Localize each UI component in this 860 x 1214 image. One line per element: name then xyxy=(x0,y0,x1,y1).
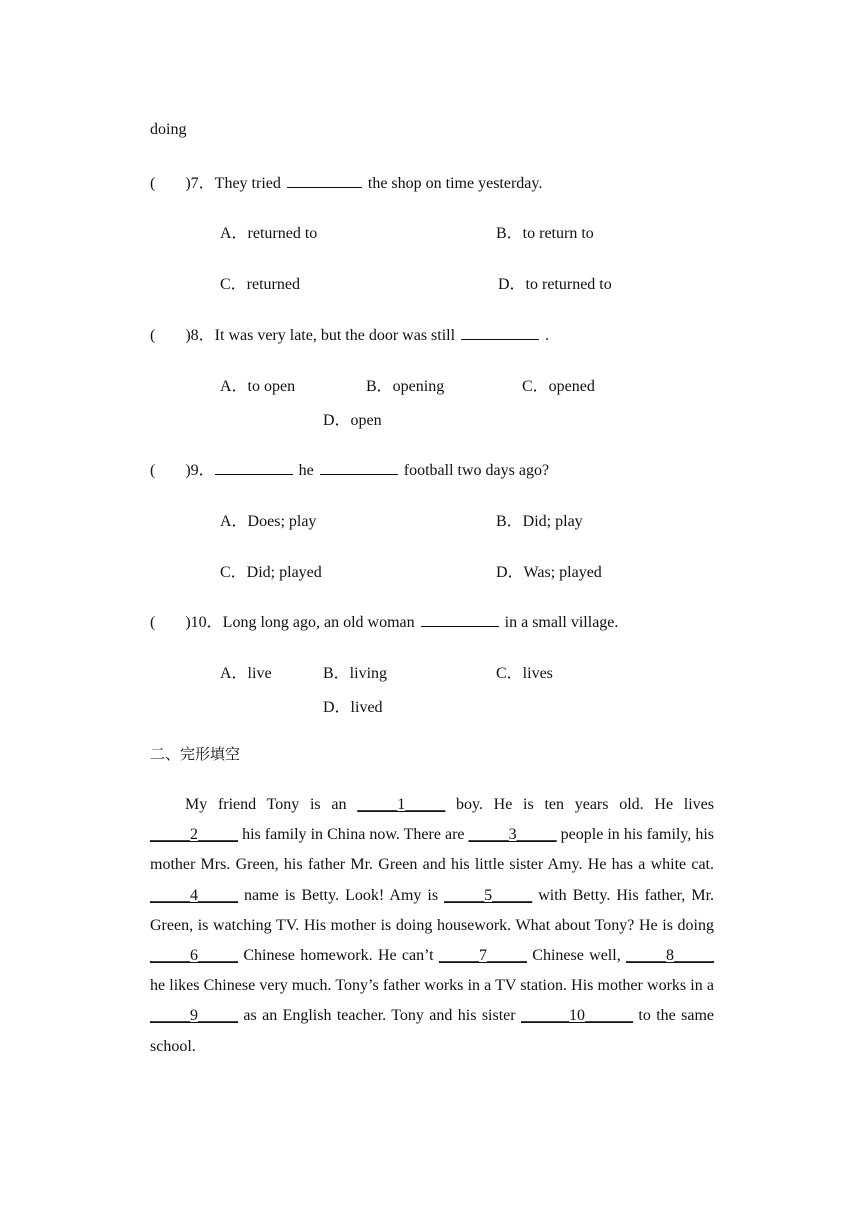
section-title: 二、完形填空 xyxy=(150,745,241,763)
question-stem: Long long ago, an old woman xyxy=(222,614,415,631)
cloze-blank-2[interactable]: _____2_____ xyxy=(150,826,238,844)
cloze-blank-7[interactable]: _____7_____ xyxy=(438,947,527,965)
question-stem-end: . xyxy=(545,327,550,344)
fill-blank xyxy=(215,460,293,475)
option-b[interactable]: B．Did; play xyxy=(496,513,583,530)
cloze-blank-6[interactable]: _____6_____ xyxy=(150,947,238,965)
option-c[interactable]: C．returned xyxy=(220,276,300,293)
option-d[interactable]: D．to returned to xyxy=(498,276,612,293)
option-a[interactable]: A．live xyxy=(220,665,272,682)
question-10: ( )10．Long long ago, an old woman in a small village. xyxy=(150,614,619,631)
question-stem: They tried xyxy=(214,175,281,192)
option-c[interactable]: C．opened xyxy=(522,378,595,395)
option-b[interactable]: B．opening xyxy=(366,378,445,395)
fill-blank xyxy=(461,325,539,340)
option-b[interactable]: B．to return to xyxy=(496,225,594,242)
top-fragment: doing xyxy=(150,121,187,138)
answer-paren-open: ( xyxy=(150,175,156,192)
answer-paren-open: ( xyxy=(150,462,156,479)
question-stem: It was very late, but the door was still xyxy=(214,327,456,344)
option-d[interactable]: D．open xyxy=(323,412,382,429)
question-stem: he xyxy=(298,462,314,479)
cloze-blank-1[interactable]: _____1_____ xyxy=(357,796,446,813)
cloze-passage: My friend Tony is an _____1_____ boy. He is ten years old. He lives _____2_____ his family in China now. There are _____3_____ people in his family, his mother Mrs. Green, his father Mr. Green and his little sister Amy. He has a white cat. _____4_____ name is Betty. Look! Amy is _____5_____ with Betty. His father, Mr. Green, is watching TV. His mother is doing housework. What about Tony? He is doing _____6_____ Chinese homework. He can’t _____7_____ Chinese well, _____8_____ he likes Chinese very much. Tony’s father works in a TV station. His mother works in a _____9_____ as an English teacher. Tony and his sister ______10______ to the same school. xyxy=(150,796,715,1055)
cloze-blank-5[interactable]: _____5_____ xyxy=(444,886,533,904)
question-number: 9． xyxy=(190,462,215,479)
fill-blank xyxy=(320,460,398,475)
question-number: 7． xyxy=(190,175,215,192)
fill-blank xyxy=(421,612,499,627)
option-d[interactable]: D．Was; played xyxy=(496,564,602,581)
cloze-blank-3[interactable]: _____3_____ xyxy=(468,826,557,844)
question-9: ( )9． he football two days ago? xyxy=(150,462,550,479)
option-b[interactable]: B．living xyxy=(323,665,388,682)
answer-paren-open: ( xyxy=(150,327,156,344)
option-a[interactable]: A．Does; play xyxy=(220,513,317,530)
question-stem-end: football two days ago? xyxy=(403,462,550,479)
cloze-blank-8[interactable]: _____8_____ xyxy=(626,947,715,965)
answer-paren-open: ( xyxy=(150,614,156,631)
question-number: 8． xyxy=(190,327,215,344)
question-number: 10． xyxy=(190,614,223,631)
question-stem-end: in a small village. xyxy=(504,614,619,631)
option-d[interactable]: D．lived xyxy=(323,699,383,716)
question-8: ( )8．It was very late, but the door was still . xyxy=(150,327,550,344)
cloze-blank-4[interactable]: _____4_____ xyxy=(150,886,238,904)
option-a[interactable]: A．to open xyxy=(220,378,296,395)
option-c[interactable]: C．Did; played xyxy=(220,564,322,581)
cloze-blank-10[interactable]: ______10______ xyxy=(521,1007,633,1025)
question-stem-end: the shop on time yesterday. xyxy=(367,175,543,192)
question-7: ( )7．They tried the shop on time yesterday. xyxy=(150,175,543,192)
cloze-blank-9[interactable]: _____9_____ xyxy=(150,1007,238,1025)
fill-blank xyxy=(287,173,362,188)
option-c[interactable]: C．lives xyxy=(496,665,553,682)
option-a[interactable]: A．returned to xyxy=(220,225,318,242)
